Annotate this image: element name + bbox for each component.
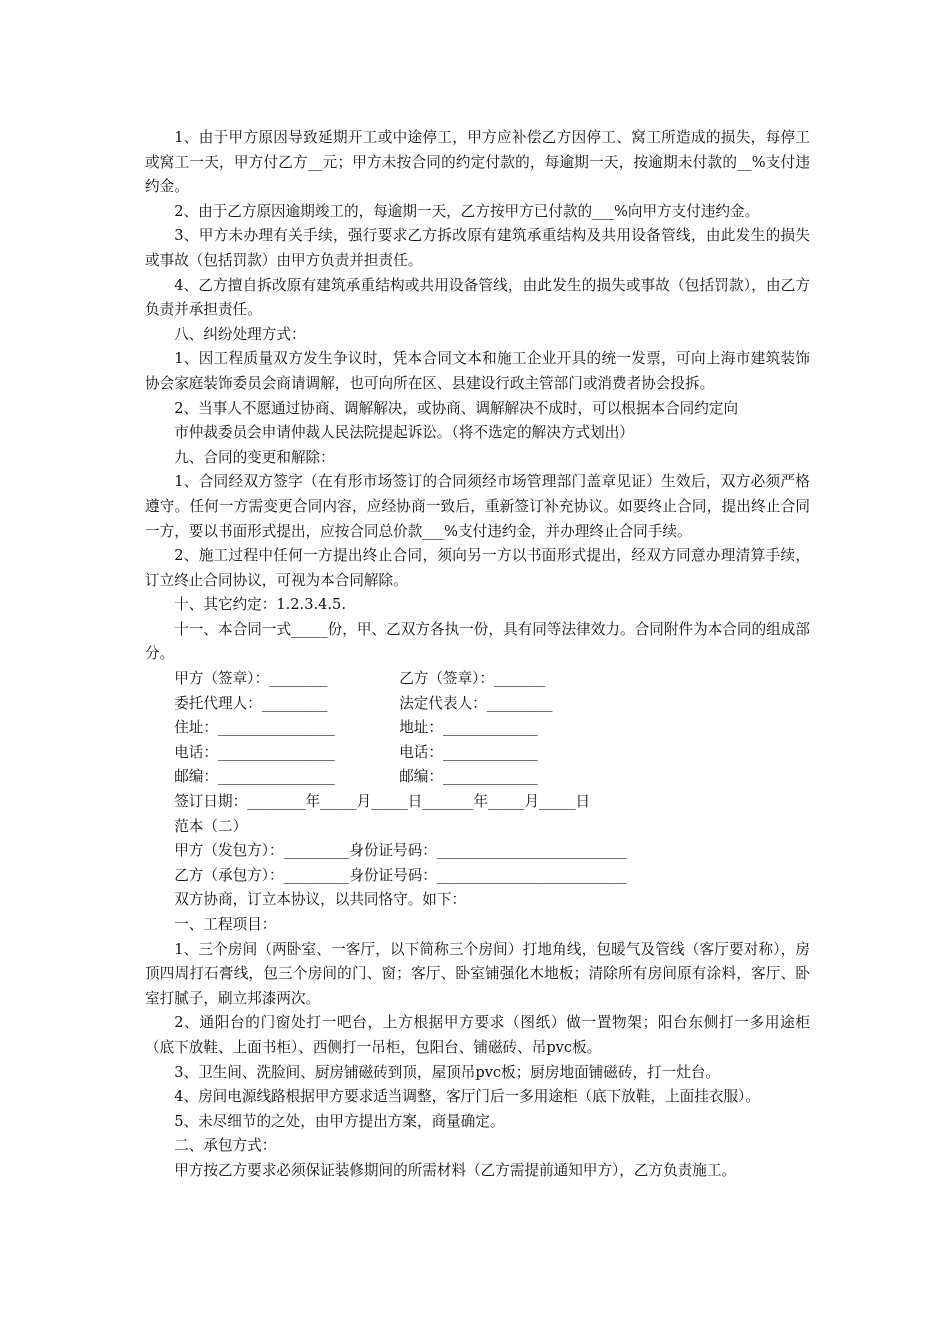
signature-row-agent bbox=[145, 692, 810, 717]
residence-field: 住址：________________ bbox=[174, 716, 399, 741]
clause-dispute-arbitration-cont: 市仲裁委员会申请仲裁人民法院提起诉讼。（将不选定的解决方式划出） bbox=[174, 424, 634, 442]
address-blank: _____________ bbox=[442, 719, 538, 737]
project-item-3: 3、卫生间、洗脸间、厨房铺磁砖到顶，屋顶吊pvc板；厨房地面铺磁砖，打一灶台。 bbox=[174, 1063, 721, 1081]
sample2-intro: 双方协商，订立本协议，以共同恪守。如下： bbox=[174, 891, 467, 909]
residence-blank: ________________ bbox=[217, 719, 335, 737]
signature-row-phone bbox=[145, 741, 810, 766]
clause-party-a-demolition: 3、甲方未办理有关手续，强行要求乙方拆改原有建筑承重结构及共用设备管线，由此发生的损失或事故（包括罚款）由甲方负责并担责任。 bbox=[145, 227, 810, 269]
clause-overdue-completion: 2、由于乙方原因逾期竣工的，每逾期一天，乙方按甲方已付款的___%向甲方支付违约金。 bbox=[174, 202, 760, 220]
sample2-party-a-blank: _________ bbox=[283, 842, 350, 860]
address-field: 地址：_____________ bbox=[399, 716, 538, 741]
clause-copies: 十一、本合同一式_____份，甲、乙双方各执一份，具有同等法律效力。合同附件为本合同的组成部分。 bbox=[145, 620, 810, 663]
agent-blank: _________ bbox=[261, 694, 328, 712]
contracting-text: 甲方按乙方要求必须保证装修期间的所需材料（乙方需提前通知甲方），乙方负责施工。 bbox=[174, 1161, 737, 1179]
project-item-1: 1、三个房间（两卧室、一客厅，以下简称三个房间）打地角线，包暖气及管线（客厅要对称），房顶四周打石膏线，包三个房间的门、窗；客厅、卧室铺强化木地板；清除所有房间原有涂料，客厅、卧室打腻子，刷立邦漆两次。 bbox=[145, 940, 810, 1007]
sample2-party-b-id-blank: __________________________ bbox=[436, 866, 627, 884]
legal-rep-blank: _________ bbox=[486, 694, 553, 712]
contract-page bbox=[145, 126, 810, 1184]
party-a-postcode-field: 邮编：________________ bbox=[174, 765, 399, 790]
signature-row-seal bbox=[145, 667, 810, 692]
clause-dispute-mediation: 1、因工程质量双方发生争议时，凭本合同文本和施工企业开具的统一发票，可向上海市建筑装饰协会家庭装饰委员会商请调解，也可向所在区、县建设行政主管部门或消费者协会投拆。 bbox=[145, 350, 810, 392]
party-b-postcode-field: 邮编：_____________ bbox=[399, 765, 538, 790]
project-item-2: 2、通阳台的门窗处打一吧台，上方根据甲方要求（图纸）做一置物架；阳台东侧打一多用途柜（底下放鞋、上面书柜）、西侧打一吊柜，包阳台、铺磁砖、吊pvc板。 bbox=[145, 1014, 810, 1056]
sample2-party-a: 甲方（发包方）： _________ 身份证号码： __________________________ bbox=[145, 839, 810, 864]
section-heading-project: 一、工程项目： bbox=[174, 916, 277, 933]
sample2-party-a-id-blank: __________________________ bbox=[436, 842, 627, 860]
party-b-phone-field: 电话：_____________ bbox=[399, 741, 538, 766]
party-b-seal-blank: _______ bbox=[494, 670, 546, 688]
clause-dispute-arbitration: 2、当事人不愿通过协商、调解解决，或协商、调解解决不成时，可以根据本合同约定向 bbox=[174, 399, 739, 417]
clause-contract-termination: 2、施工过程中任何一方提出终止合同，须向另一方以书面形式提出，经双方同意办理清算手续，订立终止合同协议，可视为本合同解除。 bbox=[145, 547, 810, 589]
party-b-seal: 乙方（签章）：_______ bbox=[399, 667, 545, 692]
sample2-party-b: 乙方（承包方）： _________ 身份证号码： __________________________ bbox=[145, 864, 810, 889]
signing-date: 签订日期：________年_____月_____日_______年_____月_____日 bbox=[174, 793, 591, 811]
sample2-title: 范本（二） bbox=[174, 817, 248, 835]
signature-row-postcode bbox=[145, 765, 810, 790]
party-a-seal: 甲方（签章）：________ bbox=[174, 667, 399, 692]
clause-contract-change: 1、合同经双方签字（在有形市场签订的合同须经市场管理部门盖章见证）生效后，双方必须严格遵守。任何一方需变更合同内容，应经协商一致后，重新签订补充协议。如要终止合同，提出终止合同一方，要以书面形式提出，应按合同总价款___%支付违约金，并办理终止合同手续。 bbox=[145, 473, 810, 540]
section-heading-contracting: 二、承包方式： bbox=[174, 1137, 277, 1155]
project-item-5: 5、未尽细节的之处，由甲方提出方案，商量确定。 bbox=[174, 1112, 505, 1130]
party-b-postcode-blank: _____________ bbox=[442, 768, 538, 786]
party-a-phone-field: 电话：________________ bbox=[174, 741, 399, 766]
project-item-4: 4、房间电源线路根据甲方要求适当调整，客厅门后一多用途柜（底下放鞋，上面挂衣服）。 bbox=[174, 1088, 760, 1106]
clause-delay-compensation: 1、由于甲方原因导致延期开工或中途停工，甲方应补偿乙方因停工、窝工所造成的损失，每停工或窝工一天，甲方付乙方__元；甲方未按合同的约定付款的，每逾期一天，按逾期未付款的__%支付违约金。 bbox=[145, 129, 810, 196]
section-heading-dispute: 八、纠纷处理方式： bbox=[174, 325, 306, 343]
sample2-party-b-blank: _________ bbox=[283, 866, 350, 884]
section-heading-change: 九、合同的变更和解除： bbox=[174, 448, 335, 466]
party-a-phone-blank: ________________ bbox=[217, 743, 335, 761]
section-heading-other: 十、其它约定：1.2.3.4.5. bbox=[174, 596, 346, 614]
legal-rep-field: 法定代表人：_________ bbox=[399, 692, 552, 717]
agent-field: 委托代理人：_________ bbox=[174, 692, 399, 717]
clause-party-b-demolition: 4、乙方擅自拆改原有建筑承重结构或共用设备管线，由此发生的损失或事故（包括罚款），由乙方负责并承担责任。 bbox=[145, 276, 810, 319]
signature-row-address bbox=[145, 716, 810, 741]
party-a-seal-blank: ________ bbox=[269, 670, 328, 688]
party-b-phone-blank: _____________ bbox=[442, 743, 538, 761]
party-a-postcode-blank: ________________ bbox=[217, 768, 335, 786]
